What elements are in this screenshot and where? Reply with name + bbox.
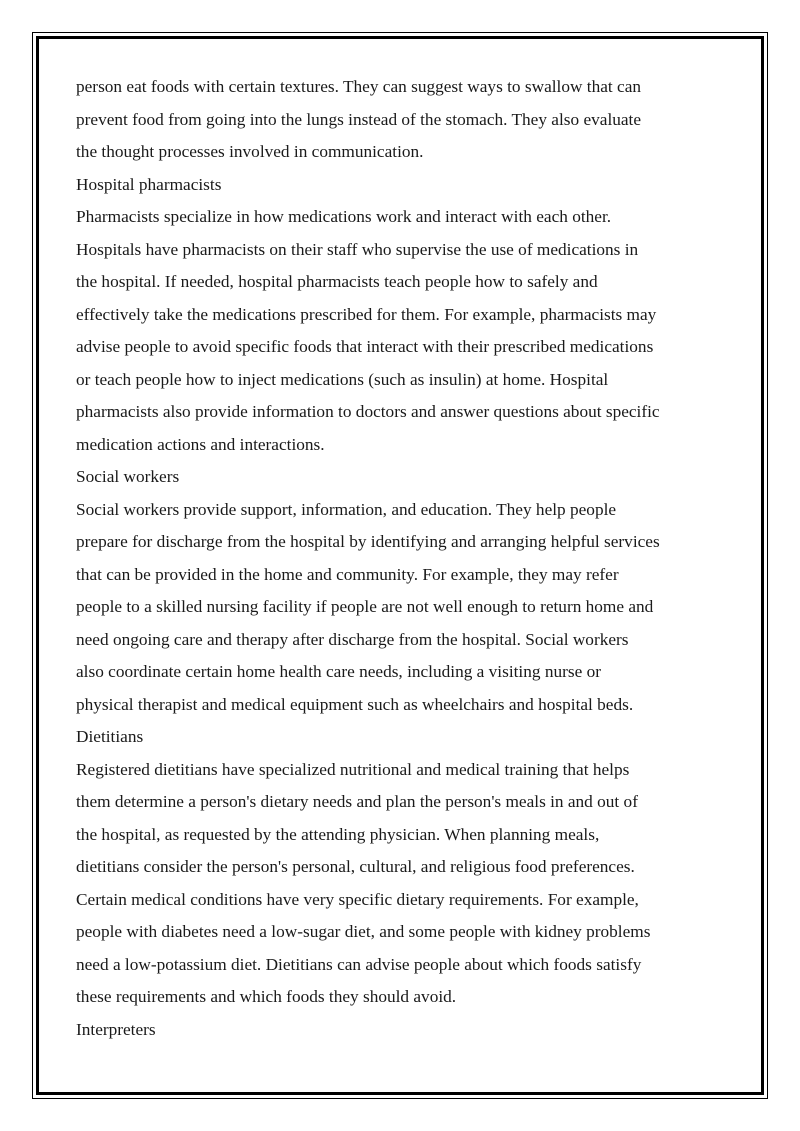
paragraph-social-workers xyxy=(76,494,736,722)
paragraph-hospital-pharmacists xyxy=(76,201,736,461)
text-line: advise people to avoid specific foods that interact with their prescribed medications xyxy=(76,337,654,356)
text-line: Registered dietitians have specialized nutritional and medical training that helps xyxy=(76,759,630,779)
text-line: need a low-potassium diet. Dietitians can advise people about which foods satisfy xyxy=(76,954,642,974)
text-line: the hospital, as requested by the attending physician. When planning meals, xyxy=(76,824,600,844)
text-line: or teach people how to inject medications (such as insulin) at home. Hospital xyxy=(76,369,609,389)
text-line: dietitians consider the person's personal, cultural, and religious food preferences. xyxy=(76,857,635,876)
text-line: them determine a person's dietary needs and plan the person's meals in and out of xyxy=(76,792,638,811)
text-line: the thought processes involved in communication. xyxy=(76,142,424,161)
text-line: people to a skilled nursing facility if people are not well enough to return home and xyxy=(76,597,654,616)
text-line: these requirements and which foods they should avoid. xyxy=(76,987,457,1006)
document-body xyxy=(76,71,736,1046)
text-line: prepare for discharge from the hospital by identifying and arranging helpful services xyxy=(76,532,660,551)
section-heading-social-workers: Social workers xyxy=(76,467,180,486)
text-line: medication actions and interactions. xyxy=(76,434,325,454)
text-line: prevent food from going into the lungs instead of the stomach. They also evaluate xyxy=(76,109,642,129)
text-line: the hospital. If needed, hospital pharmacists teach people how to safely and xyxy=(76,272,598,291)
paragraph-dietitians xyxy=(76,754,736,1014)
text-line: pharmacists also provide information to doctors and answer questions about specific xyxy=(76,402,660,421)
text-line: effectively take the medications prescribed for them. For example, pharmacists may xyxy=(76,304,657,324)
text-line: Pharmacists specialize in how medications work and interact with each other. xyxy=(76,207,612,226)
text-line: Hospitals have pharmacists on their staff who supervise the use of medications in xyxy=(76,239,639,259)
section-heading-hospital-pharmacists: Hospital pharmacists xyxy=(76,174,222,194)
text-line: person eat foods with certain textures. They can suggest ways to swallow that can xyxy=(76,77,642,96)
section-heading-dietitians: Dietitians xyxy=(76,727,144,746)
text-line: Certain medical conditions have very specific dietary requirements. For example, xyxy=(76,889,639,909)
text-line: Social workers provide support, information, and education. They help people xyxy=(76,499,617,519)
paragraph-continuation xyxy=(76,71,736,169)
text-line: also coordinate certain home health care needs, including a visiting nurse or xyxy=(76,662,601,681)
text-line: people with diabetes need a low-sugar diet, and some people with kidney problems xyxy=(76,922,651,941)
text-line: that can be provided in the home and community. For example, they may refer xyxy=(76,564,619,584)
text-line: need ongoing care and therapy after discharge from the hospital. Social workers xyxy=(76,629,629,649)
section-heading-interpreters: Interpreters xyxy=(76,1019,156,1039)
text-line: physical therapist and medical equipment such as wheelchairs and hospital beds. xyxy=(76,694,634,714)
